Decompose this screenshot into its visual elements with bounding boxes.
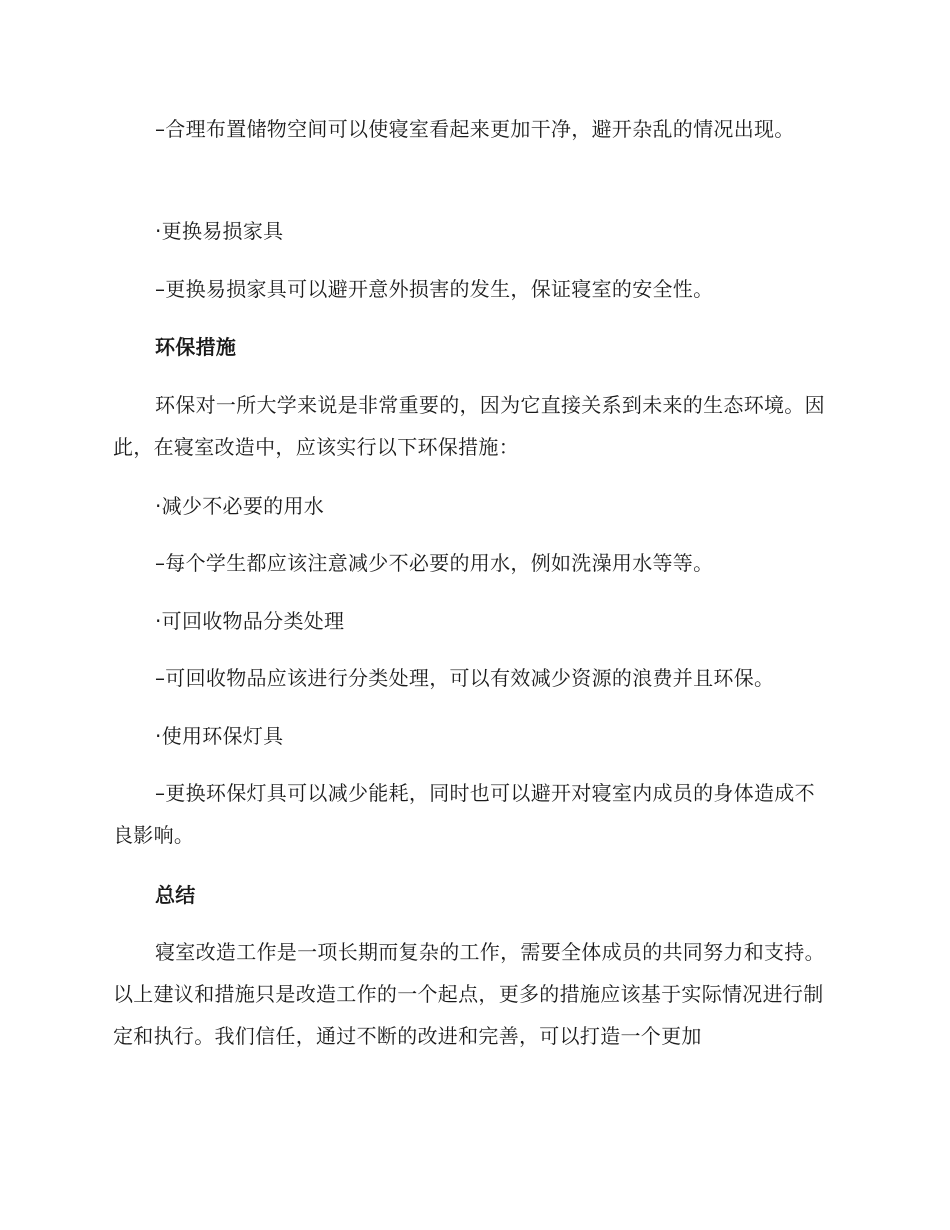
paragraph-summary: 寝室改造工作是一项长期而复杂的工作，需要全体成员的共同努力和支持。以上建议和措施只是改造工作的一个起点，更多的措施应该基于实际情况进行制定和执行。我们信任，通过不断的改进和完善，可以打造一个更加 — [113, 940, 825, 1048]
paragraph-eco-lamps: –更换环保灯具可以减少能耗，同时也可以避开对寝室内成员的身体造成不良影响。 — [113, 781, 815, 847]
bullet-replace-furniture: ·更换易损家具 — [155, 219, 284, 243]
paragraph-reduce-water: –每个学生都应该注意减少不必要的用水，例如洗澡用水等等。 — [155, 551, 714, 575]
paragraph-recycling: –可回收物品应该进行分类处理，可以有效减少资源的浪费并且环保。 — [155, 666, 775, 690]
bullet-eco-lamps: ·使用环保灯具 — [155, 724, 284, 748]
section-heading-summary: 总结 — [155, 883, 196, 907]
bullet-recycling: ·可回收物品分类处理 — [155, 609, 345, 633]
paragraph-storage-space: –合理布置储物空间可以使寝室看起来更加干净，避开杂乱的情况出现。 — [155, 117, 795, 141]
section-heading-environmental: 环保措施 — [155, 335, 237, 359]
bullet-reduce-water: ·减少不必要的用水 — [155, 494, 325, 518]
paragraph-replace-furniture: –更换易损家具可以避开意外损害的发生，保证寝室的安全性。 — [155, 277, 714, 301]
paragraph-environmental-intro: 环保对一所大学来说是非常重要的，因为它直接关系到未来的生态环境。因此，在寝室改造中，应该实行以下环保措施： — [113, 393, 825, 459]
